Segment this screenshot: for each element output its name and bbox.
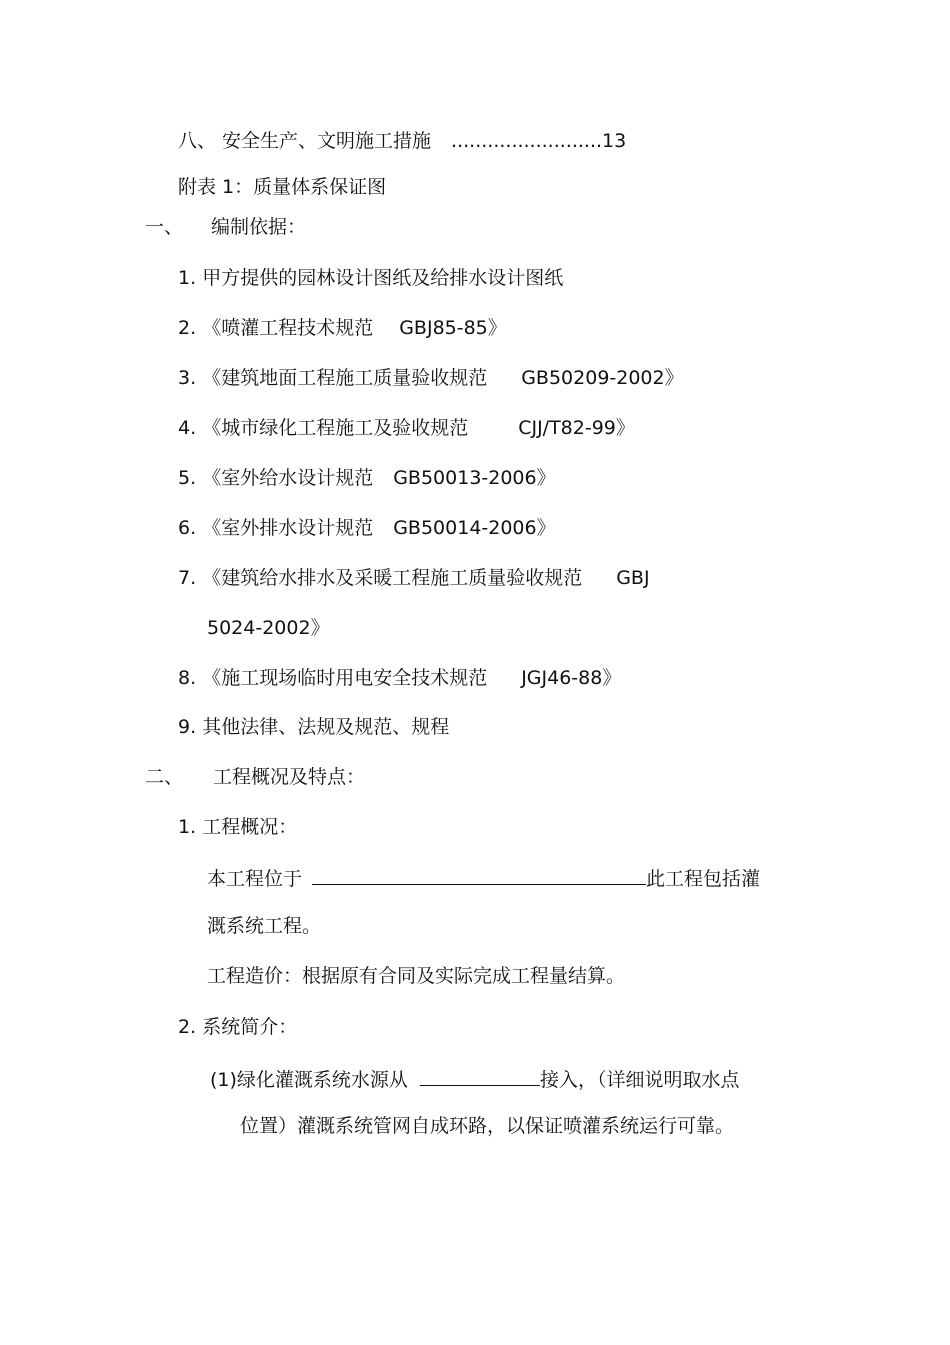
list-item <box>178 666 621 690</box>
item-number: 9. <box>178 716 197 738</box>
paragraph-text: 绿化灌溉系统水源从 <box>236 1069 408 1091</box>
item-code: GB50014-2006》 <box>393 517 556 539</box>
item-code: GBJ <box>616 567 650 589</box>
paragraph-text: 此工程包括灌 <box>646 868 761 890</box>
item-code: CJJ/T82-99》 <box>518 417 635 439</box>
item-number: 4. <box>178 417 197 439</box>
item-number: 1. <box>178 267 197 289</box>
list-item <box>178 316 507 340</box>
item-number: 2. <box>178 317 197 339</box>
section-number: 二、 <box>145 766 184 788</box>
subsection-2-heading <box>178 1015 297 1039</box>
item-code: GB50209-2002》 <box>521 367 684 389</box>
item-number: 2. <box>178 1016 197 1038</box>
system-item-1-line2: 位置）灌溉系统管网自成环路，以保证喷灌系统运行可靠。 <box>240 1115 735 1137</box>
item-number: 3. <box>178 367 197 389</box>
item-text: 《城市绿化工程施工及验收规范 <box>202 417 469 439</box>
list-item <box>178 715 449 739</box>
item-text: 《室外给水设计规范 <box>202 467 374 489</box>
item-text: 《建筑给水排水及采暖工程施工质量验收规范 <box>202 567 583 589</box>
item-number: 6. <box>178 517 197 539</box>
paragraph-line: 溉系统工程。 <box>207 915 322 937</box>
section-title: 编制依据： <box>211 216 307 238</box>
toc-item-label: 八、 安全生产、文明施工措施 <box>178 130 432 152</box>
list-item-continuation: 5024-2002》 <box>207 617 330 639</box>
list-item <box>178 416 635 440</box>
item-text: 《建筑地面工程施工质量验收规范 <box>202 367 488 389</box>
list-item <box>178 366 684 390</box>
list-item <box>178 566 650 590</box>
item-number: 7. <box>178 567 197 589</box>
item-number: (1) <box>210 1069 237 1091</box>
item-text: 其他法律、法规及规范、规程 <box>202 716 450 738</box>
subsection-1-heading <box>178 815 297 839</box>
fill-in-blank-line <box>312 864 646 885</box>
item-text: 《室外排水设计规范 <box>202 517 374 539</box>
item-number: 1. <box>178 816 197 838</box>
paragraph-text: 本工程位于 <box>207 868 303 890</box>
item-number: 5. <box>178 467 197 489</box>
item-code: GBJ85-85》 <box>399 317 507 339</box>
item-text: 系统简介： <box>202 1016 298 1038</box>
section-title: 工程概况及特点： <box>213 766 366 788</box>
item-text: 《施工现场临时用电安全技术规范 <box>202 667 488 689</box>
item-text: 工程概况： <box>202 816 298 838</box>
list-item <box>178 466 556 490</box>
paragraph-text: 接入，（详细说明取水点 <box>539 1069 740 1091</box>
toc-leader: .........................13 <box>451 130 627 152</box>
list-item <box>178 516 556 540</box>
item-code: JGJ46-88》 <box>521 667 622 689</box>
section-2-heading <box>145 765 365 789</box>
item-code: GB50013-2006》 <box>393 467 556 489</box>
item-text: 甲方提供的园林设计图纸及给排水设计图纸 <box>202 267 564 289</box>
paragraph-location <box>207 864 760 891</box>
list-item <box>178 266 563 290</box>
item-text: 《喷灌工程技术规范 <box>202 317 374 339</box>
section-number: 一、 <box>145 216 184 238</box>
fill-in-blank-line <box>420 1065 540 1086</box>
item-number: 8. <box>178 667 197 689</box>
toc-item-8 <box>178 129 626 153</box>
system-item-1 <box>210 1065 739 1092</box>
toc-appendix: 附表 1：质量体系保证图 <box>178 176 387 198</box>
section-1-heading <box>145 215 306 239</box>
paragraph-cost: 工程造价：根据原有合同及实际完成工程量结算。 <box>207 965 626 987</box>
